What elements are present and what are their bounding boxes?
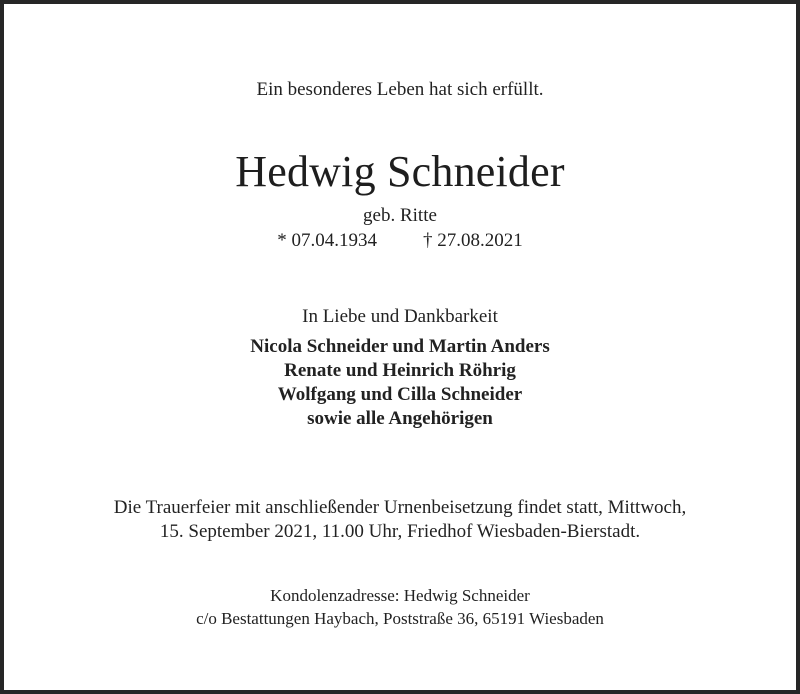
motto: Ein besonderes Leben hat sich erfüllt.: [256, 79, 544, 100]
life-dates: [4, 231, 796, 250]
condolence-address-line: c/o Bestattungen Haybach, Poststraße 36, 65191 Wiesbaden: [196, 609, 604, 628]
dedication: In Liebe und Dankbarkeit: [302, 306, 498, 327]
mourner-line: Renate und Heinrich Röhrig: [284, 360, 516, 381]
birth-name: geb. Ritte: [363, 205, 437, 226]
deceased-name: Hedwig Schneider: [235, 147, 565, 196]
mourner-line: sowie alle Angehörigen: [307, 408, 493, 429]
funeral-info-line: 15. September 2021, 11.00 Uhr, Friedhof Wiesbaden-Bierstadt.: [159, 521, 641, 542]
condolence-address-line: Kondolenzadresse: Hedwig Schneider: [270, 586, 530, 605]
mourner-line: Wolfgang und Cilla Schneider: [277, 384, 523, 405]
funeral-info-line: Die Trauerfeier mit anschließender Urnenbeisetzung findet statt, Mittwoch,: [113, 497, 687, 518]
mourner-line: Nicola Schneider und Martin Anders: [250, 336, 550, 357]
birth-date: * 07.04.1934: [277, 230, 377, 251]
death-date: † 27.08.2021: [423, 230, 523, 251]
